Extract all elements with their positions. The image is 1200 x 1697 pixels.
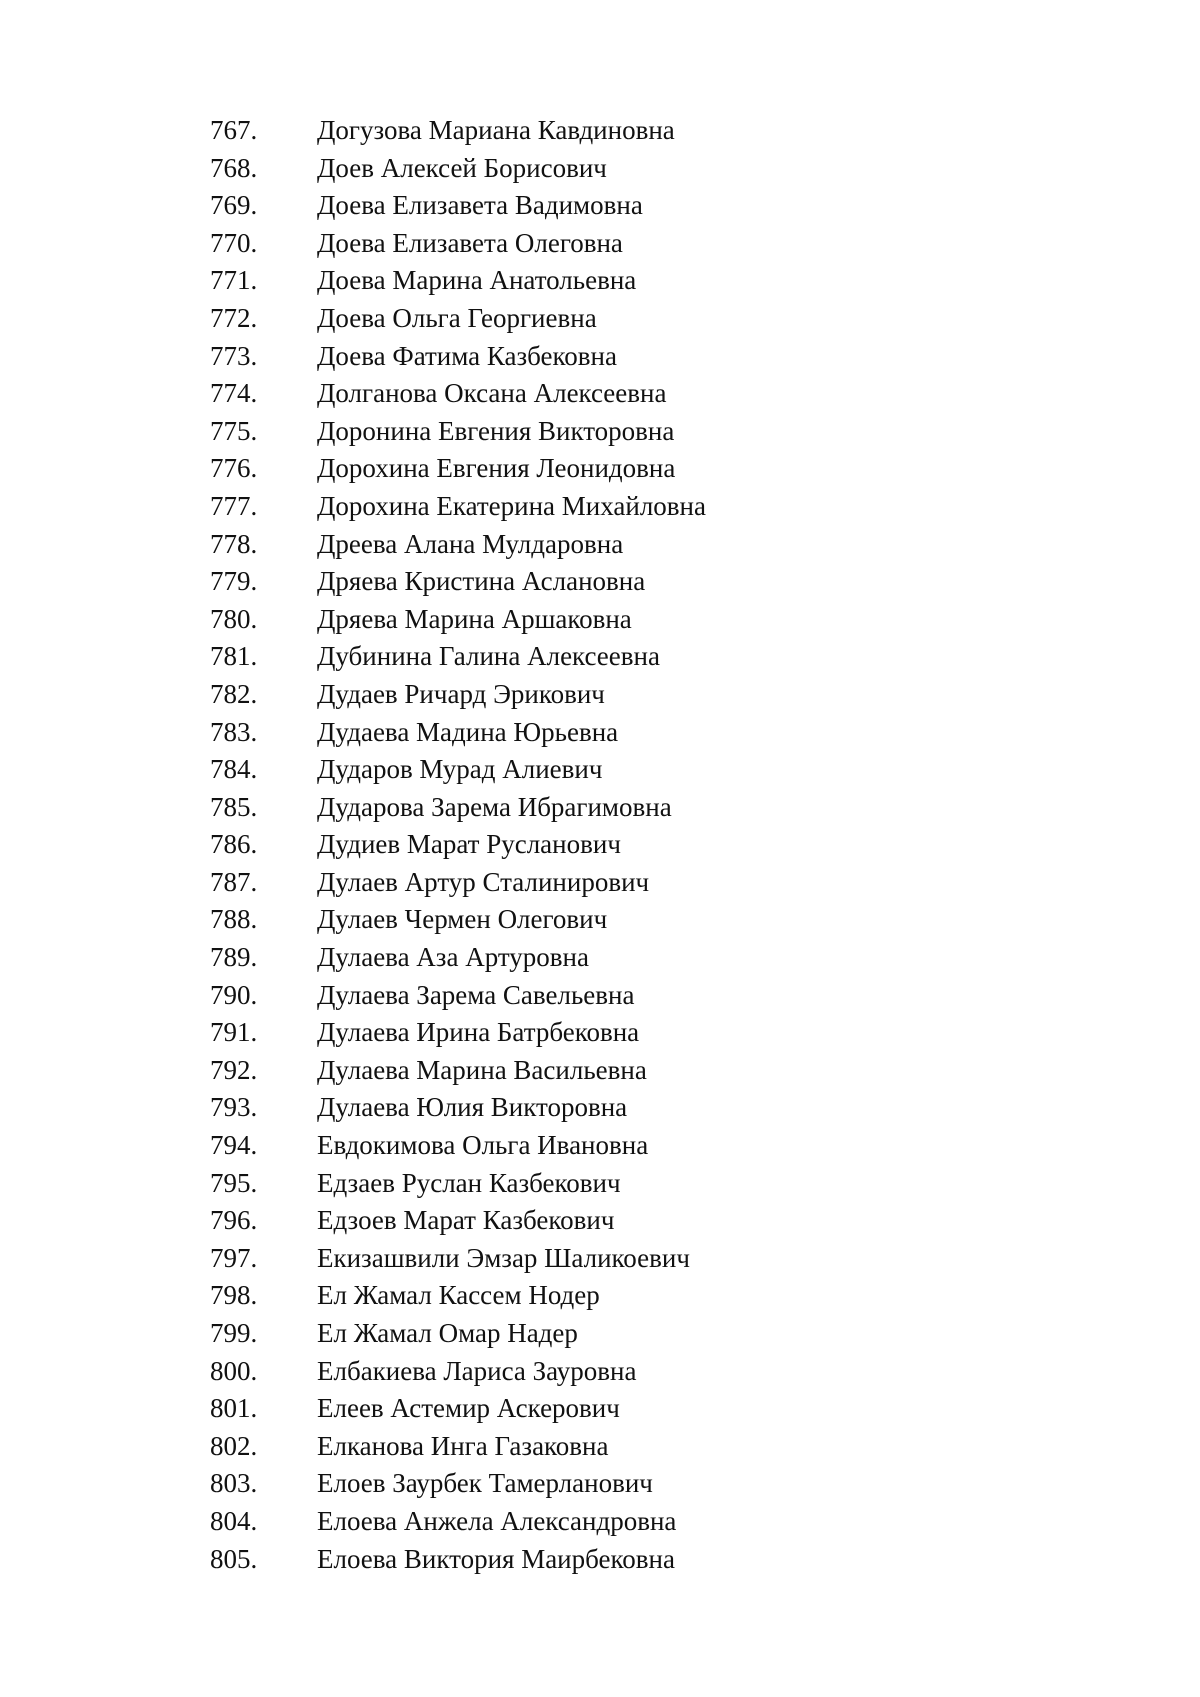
list-item-number: 788. [210,904,258,935]
list-item-number: 793. [210,1092,258,1123]
list-item-name: Дударов Мурад Алиевич [317,754,603,785]
list-item-number: 785. [210,791,258,822]
list-item [210,714,706,752]
list-item [210,826,706,864]
list-item [210,526,706,564]
list-item [210,1390,706,1428]
list-item-number: 775. [210,415,258,446]
list-item [210,112,706,150]
list-item-name: Дряева Кристина Аслановна [317,566,646,597]
list-item [210,1465,706,1503]
name-list [210,112,706,1578]
list-item [210,1277,706,1315]
list-item-name: Ел Жамал Кассем Нодер [317,1280,600,1311]
list-item-name: Дулаева Марина Васильевна [317,1054,647,1085]
list-item-name: Дударова Зарема Ибрагимовна [317,791,672,822]
list-item-number: 774. [210,378,258,409]
list-item [210,1127,706,1165]
list-item-name: Дулаева Ирина Батрбековна [317,1017,640,1048]
list-item-name: Елеев Астемир Аскерович [317,1393,620,1424]
list-item-name: Елоев Заурбек Тамерланович [317,1468,653,1499]
list-item-number: 801. [210,1393,258,1424]
list-item-number: 770. [210,227,258,258]
list-item-number: 772. [210,302,258,333]
list-item-number: 790. [210,979,258,1010]
list-item-name: Дулаев Чермен Олегович [317,904,608,935]
list-item-name: Дряева Марина Аршаковна [317,603,632,634]
list-item-name: Доева Фатима Казбековна [317,340,617,371]
list-item-name: Дудаева Мадина Юрьевна [317,716,619,747]
list-item-number: 777. [210,490,258,521]
list-item-name: Дорохина Екатерина Михайловна [317,490,706,521]
list-item-number: 779. [210,566,258,597]
list-item-number: 782. [210,678,258,709]
list-item-name: Елканова Инга Газаковна [317,1430,609,1461]
list-item-name: Дорохина Евгения Леонидовна [317,453,676,484]
list-item [210,601,706,639]
list-item [210,939,706,977]
list-item-name: Доева Елизавета Олеговна [317,227,623,258]
list-item-name: Дудаев Ричард Эрикович [317,678,605,709]
list-item-number: 789. [210,942,258,973]
list-item-name: Едзоев Марат Казбекович [317,1205,615,1236]
list-item-name: Елоева Анжела Александровна [317,1505,677,1536]
list-item-number: 797. [210,1242,258,1273]
list-item [210,1089,706,1127]
list-item-number: 783. [210,716,258,747]
list-item [210,1353,706,1391]
list-item [210,225,706,263]
list-item [210,901,706,939]
list-item-name: Евдокимова Ольга Ивановна [317,1130,649,1161]
list-item [210,676,706,714]
list-item-number: 776. [210,453,258,484]
list-item-number: 791. [210,1017,258,1048]
list-item [210,150,706,188]
list-item [210,1165,706,1203]
list-item [210,300,706,338]
list-item-name: Доев Алексей Борисович [317,152,607,183]
list-item [210,977,706,1015]
list-item-number: 798. [210,1280,258,1311]
list-item [210,488,706,526]
list-item [210,187,706,225]
list-item [210,1428,706,1466]
list-item-number: 778. [210,528,258,559]
list-item-name: Дулаева Зарема Савельевна [317,979,635,1010]
list-item [210,751,706,789]
list-item [210,789,706,827]
list-item-number: 802. [210,1430,258,1461]
list-item-name: Едзаев Руслан Казбекович [317,1167,621,1198]
list-item [210,864,706,902]
list-item [210,1541,706,1579]
list-item-number: 771. [210,265,258,296]
list-item [210,375,706,413]
list-item-number: 792. [210,1054,258,1085]
list-item-name: Дреева Алана Мулдаровна [317,528,624,559]
list-item [210,1240,706,1278]
list-item-name: Доева Марина Анатольевна [317,265,637,296]
list-item-number: 773. [210,340,258,371]
list-item-name: Ел Жамал Омар Надер [317,1318,578,1348]
list-item-name: Доева Елизавета Вадимовна [317,190,643,221]
list-item-name: Дулаева Юлия Викторовна [317,1092,628,1123]
list-item-name: Долганова Оксана Алексеевна [317,378,667,409]
list-item-number: 804. [210,1505,258,1536]
list-item-number: 803. [210,1468,258,1499]
list-item-number: 767. [210,115,258,145]
list-item-number: 769. [210,190,258,221]
list-item [210,338,706,376]
list-item-name: Дулаева Аза Артуровна [317,942,589,973]
list-item-number: 780. [210,603,258,634]
list-item-number: 795. [210,1167,258,1198]
list-item-name: Доева Ольга Георгиевна [317,302,597,333]
list-item [210,1315,706,1353]
list-item [210,1052,706,1090]
list-item-name: Дубинина Галина Алексеевна [317,641,660,672]
list-item-name: Доронина Евгения Викторовна [317,415,675,446]
list-item [210,1503,706,1541]
list-item [210,1014,706,1052]
list-item [210,450,706,488]
list-item-number: 799. [210,1318,258,1348]
list-item-name: Дудиев Марат Русланович [317,829,621,860]
list-item-number: 786. [210,829,258,860]
list-item-number: 796. [210,1205,258,1236]
list-item-number: 784. [210,754,258,785]
list-item-number: 794. [210,1130,258,1161]
list-item [210,1202,706,1240]
list-item-number: 800. [210,1355,258,1386]
list-item-name: Дулаев Артур Сталинирович [317,866,650,897]
list-item [210,638,706,676]
list-item-number: 787. [210,866,258,897]
list-item [210,413,706,451]
list-item-number: 781. [210,641,258,672]
list-item-name: Екизашвили Эмзар Шаликоевич [317,1242,690,1273]
list-item-number: 768. [210,152,258,183]
list-item [210,563,706,601]
list-item-name: Елоева Виктория Маирбековна [317,1543,675,1574]
list-item-name: Догузова Мариана Кавдиновна [317,115,675,145]
list-item [210,262,706,300]
list-item-name: Елбакиева Лариса Зауровна [317,1355,637,1386]
list-item-number: 805. [210,1543,258,1574]
